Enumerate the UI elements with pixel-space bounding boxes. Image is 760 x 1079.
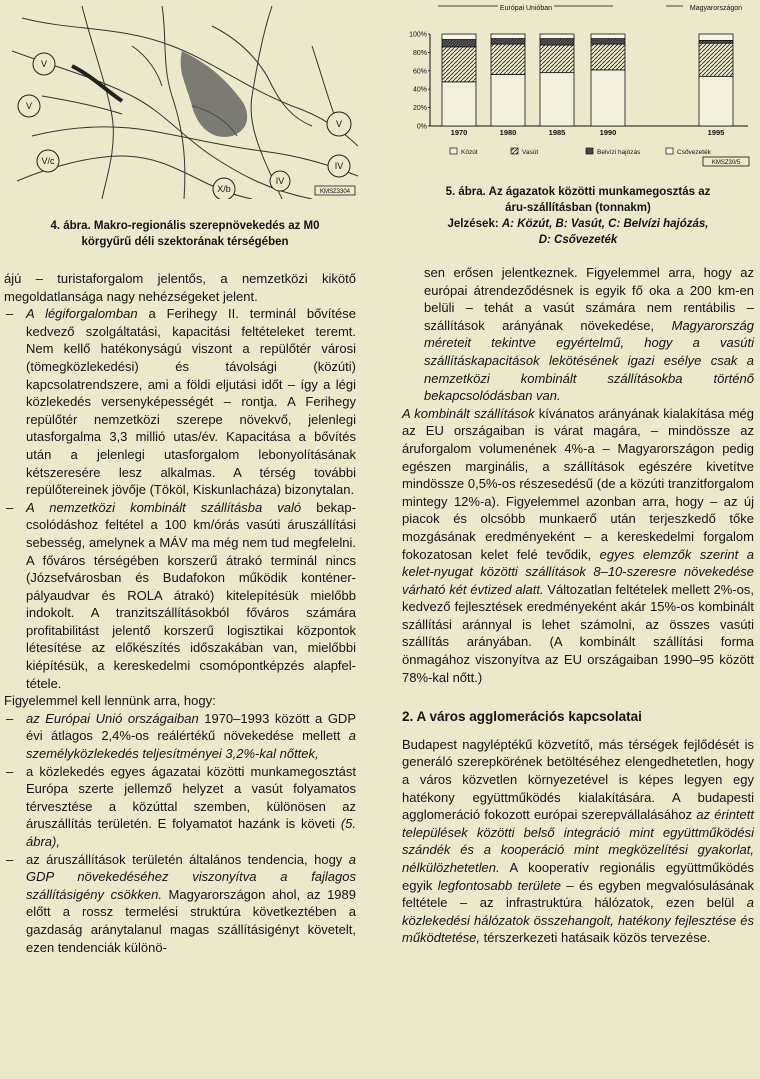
emphasis: A kombinált szállítások (402, 405, 535, 421)
paragraph-text: Budapest nagyléptékű közvetítő, más térségek fejlődését is generáló szerepkörének betöltéséhez elengedhetetlen, hogy a város közvetlen környezetével is képes legyen egy hatékony együttműködés kialakítására. A budapesti agglomeráció fokozott európai szerepvállalásához (402, 736, 754, 823)
figure-reference: (5. ábra), (26, 816, 356, 849)
bar-segment (699, 76, 733, 126)
bullet-item: – az Európai Unió országaiban 1970–1993 között a GDP évi átlagos 2,4%-os reálértékű növekedése mellett a személyközlekedés teljesítményei 3,2%-kal nőttek, (6, 710, 356, 762)
bar-segment (699, 43, 733, 76)
y-tick-label: 60% (412, 68, 427, 76)
bar-segment (540, 34, 574, 39)
bar-segment (591, 34, 625, 39)
bar-segment (491, 44, 525, 74)
x-tick-label: 1985 (548, 128, 566, 137)
bar-segment (699, 34, 733, 40)
bullet-item: – az áruszállítások területén általános tendencia, hogy a GDP növekedéséhez viszonyítva a fajlagos szállításigény csökken. Magyarországon ahol, az 1989 előtt a rossz termelési struktúra következtében a gazdaság aránytalanul magas szállításigényt követelt, ezen tendenciák különö- (6, 851, 356, 955)
legend-label: Csővezeték (677, 149, 711, 156)
bar-segment (591, 39, 625, 45)
modal-split-chart (398, 0, 758, 170)
bullet-text: 1970–1993 között a GDP évi átlagos 2,4%-os reálértékű növekedése mellett (26, 710, 356, 744)
bar-segment (491, 34, 525, 39)
legend-swatch (450, 148, 457, 154)
map-label: V (335, 119, 343, 129)
paragraph-text: sen erősen jelentkeznek. Figyelemmel arra, hogy az európai átrendeződésnek is egyik fő oka a 200 km-en belüli – tehát a vasút számára nem rentábilis – szállítások arányának növekedése, (424, 265, 754, 333)
paragraph: ájú – turistaforgalom jelentős, a nemzetközi kikötő megoldatlansága nagy nehézségeket jelent. (4, 271, 356, 304)
paragraph-text: térszerkezeti hatásaik közös tervezése. (480, 930, 711, 946)
legend-swatch (511, 148, 518, 154)
emphasis: legfontosabb területe (437, 877, 562, 893)
paragraph-text: – és egyben megvalósulásának feltétele – az infrastruktúra hálózatok, ezen belül (402, 877, 754, 911)
fig4-caption (10, 218, 360, 250)
emphasis: az érintett települések közötti belső integráció mint együttműködési szándék és a kooperáció mint megközelítési gyakorlat, nélkülözhetetlen. (402, 807, 754, 875)
regional-map (12, 6, 358, 199)
y-tick-label: 100% (409, 31, 427, 39)
fig5-caption-line4 (400, 232, 756, 248)
group-label: Európai Unióban (499, 5, 553, 12)
fig4-caption-line2: körgyűrű déli szektorának térségében (81, 236, 289, 248)
bar-segment (540, 39, 574, 45)
bar-segment (540, 45, 574, 73)
emphasis: a személyközlekedés teljesítményei 3,2%-kal nőttek, (26, 728, 356, 762)
bar-segment (491, 74, 525, 126)
legend-label: Közút (461, 149, 478, 156)
emphasis: a GDP növekedéséhez viszonyítva a fajlagos szállításigény csökken. (26, 851, 356, 902)
y-tick-label: 0% (416, 123, 427, 131)
map-label: V (25, 101, 33, 111)
fig5-caption-line1: 5. ábra. Az ágazatok közötti munkamegosztás az (445, 186, 711, 198)
map-label: IV (334, 161, 344, 171)
paragraph (402, 736, 754, 947)
left-column (4, 270, 356, 956)
bar-segment (699, 40, 733, 43)
emphasis: egyes elemzők szerint a kelet-nyugat közötti szállítások 8–10-szeresre növekedése várható két évtized alatt. (402, 546, 754, 597)
x-tick-label: 1970 (450, 128, 468, 137)
section-heading: 2. A város agglomerációs kapcsolatai (402, 709, 642, 725)
bullet-text: a közlekedés egyes ágazatai közötti munkamegosztást Európa szerte jellemző helyzet a vasút folyamatos térvesztése a közúttal szemben, különösen az áruszállítás területén. E folyamatot hazánk is követi (26, 763, 356, 832)
legend-label: Belvízi hajózás (597, 149, 641, 156)
fig5-legend-text-2: D: Csővezeték (538, 234, 618, 246)
fig5-legend-text: A: Közút, B: Vasút, C: Belvízi hajózás, (501, 218, 709, 230)
bullet-text: Magyarországon ahol, az 1989 előtt a rossz termelési struktúra következtében a gazdaság aránytalanul magas szállításigényt követelt, ezen tendenciák különö- (26, 886, 356, 955)
right-column (402, 264, 754, 947)
bullet-text: bekapcsolódáshoz feltétel a 100 km/órás vasúti áruszállítási sebesség, amelynek a MÁV ma még nem tud megfelelni. A főváros térségében korszerű átrakó terminál nincs (Józsefvárosban és Budafokon működik konténer-pályaudvar és ROLA átrakó) kitelepítésük mielőbb indokolt. A tranzitszállításokból főváros számára profitabilitást jelentő korszerű logisztikai központok létesítése az előkészítés időszakában van, mielőbbi kiépítésük, a kereskedelmi csomópontképzés alapfeltétele. (26, 499, 356, 691)
bar-segment (442, 47, 476, 82)
bar-segment (442, 82, 476, 126)
map-label: V (40, 59, 48, 69)
bar-segment (442, 34, 476, 40)
bullet-item: – A nemzetközi kombinált szállításba való bekapcsolódáshoz feltétel a 100 km/órás vasúti áruszállítási sebesség, amelynek a MÁV ma még nem tud megfelelni. A főváros térségében korszerű átrakó terminál nincs (Józsefvárosban és Budafokon működik konténer-pályaudvar és ROLA átrakó) kitelepítésük mielőbb indokolt. A tranzitszállításokból főváros számára profitabilitást jelentő korszerű logisztikai központok létesítése az előkészítés időszakában van, mielőbbi kiépítésük, a kereskedelmi csomópontképzés alapfeltétele. (6, 499, 356, 691)
x-tick-label: 1990 (599, 128, 617, 137)
fig5-legend-prefix: Jelzések: (447, 218, 502, 230)
bullet-item: – a közlekedés egyes ágazatai közötti munkamegosztást Európa szerte jellemző helyzet a vasút folyamatos térvesztése a közúttal szemben, különösen az áruszállítás területén. E folyamatot hazánk is követi (5. ábra), (6, 763, 356, 849)
paragraph: Figyelemmel kell lennünk arra, hogy: (4, 693, 216, 709)
emphasis: A nemzetközi kombinált szállításba való (26, 499, 302, 515)
map-code: KMSZ3304 (319, 189, 351, 195)
group-label: Magyarországon (689, 5, 743, 12)
bullet-item: – A légiforgalomban a Ferihegy II. terminál bővítése kedvező szolgáltatási, kapacitási feltételeket teremt. Nem kellő hatékonyságú viszont a repülőtér városi (tömegközlekedési) és távolsági (közúti) kapcsolatrendszere, ami a földi eljutási időt – így a légi közlekedés versenyképességét – rontja. A Ferihegy repülőtér nemzetközi szerepe növekvő, jelenlegi utasforgalma 3,3 millió utas/év. Kapacitása a bővítés után a jelenlegi utasforgalom lebonyolításának kétszeresére lesz alkalmas. A térség további repülőtereinek jövője (Tököl, Kiskunlacháza) bizonytalan. (6, 306, 356, 498)
y-tick-label: 20% (412, 105, 427, 113)
bullet-text: az áruszállítások területén általános tendencia, hogy (26, 851, 349, 867)
paragraph-text: kívánatos arányának kialakítása még az EU országaiban is várat magára, – mindössze az áruforgalom volumenének 4%-a – Magyarországon pedig egészen marginális, a szállítások egészére kivetítve mindössze 0,5%-os részesedésű (de a közúti tranzitforgalom mintegy 12%-a). Figyelemmel azonban arra, hogy – az új piacok és olcsóbb munkaerő után terjeszkedő tőke mozgásának eredményeként – a kereskedelmi forgalom fokozatosan kelet felé tevődik, (402, 405, 754, 562)
bar-segment (540, 73, 574, 126)
legend-swatch (666, 148, 673, 154)
y-tick-label: 40% (412, 86, 427, 94)
fig5-caption (400, 184, 756, 248)
y-tick-label: 80% (412, 49, 427, 57)
fig4-caption-line1: 4. ábra. Makro-regionális szerepnövekedés az M0 (50, 220, 320, 232)
fig5-caption-line3 (400, 216, 756, 232)
bar-segment (442, 40, 476, 47)
paragraph-text: A kooperatív regionális együttműködés egyik (402, 860, 754, 893)
bullet-text: a Ferihegy II. terminál bővítése kedvező szolgáltatási, kapacitási feltételeket teremt. Nem kellő hatékonyságú viszont a repülőtér városi (tömegközlekedési) és távolsági (közúti) kapcsolatrendszere, ami a földi eljutási időt – így a légi közlekedés versenyképességét – rontja. A Ferihegy repülőtér nemzetközi szerepe növekvő, jelenlegi utasforgalma 3,3 millió utas/év. Kapacitása a bővítés után a jelenlegi utasforgalom lebonyolításának kétszeresére lesz alkalmas. A térség további repülőtereinek jövője (Tököl, Kiskunlacháza) bizonytalan. (26, 306, 356, 498)
paragraph (402, 405, 754, 687)
map-label: V/c (41, 156, 55, 166)
legend-swatch (586, 148, 593, 154)
emphasis: a közlekedési hálózatok összehangolt, hatékony fejlesztése és működtetése, (402, 895, 754, 946)
bar-segment (591, 44, 625, 70)
paragraph (402, 264, 754, 405)
bar-segment (491, 39, 525, 45)
map-label: X/b (217, 184, 231, 194)
bar-segment (591, 70, 625, 126)
chart-code: KMSZ30/5 (711, 160, 741, 166)
emphasis: Magyarország méreteit tekintve egyértelmű, hogy a vasúti szállításkapacitások lekötésének igazi esélye csak a nemzetközi kombinált szállításokba történő bekapcsolódásban van. (424, 317, 754, 404)
x-tick-label: 1980 (499, 128, 517, 137)
map-label: IV (275, 176, 285, 186)
fig5-caption-line2: áru-szállításban (tonnakm) (505, 202, 651, 214)
emphasis: az Európai Unió országaiban (26, 710, 199, 726)
x-tick-label: 1995 (707, 128, 725, 137)
paragraph-text: Változatlan feltételek mellett 2%-os, kedvező fejlesztések eredményeként akár 15%-os kombinált szállítási aránnyal is lehet számolni, az összes vasúti szállítás arányában. (A kombinált szállítási forma önmagához viszonyítva az EU országaiban 1990–95 között 78%-kal nőtt.) (402, 581, 754, 685)
emphasis: A légiforgalomban (26, 306, 138, 322)
legend-label: Vasút (522, 149, 539, 156)
